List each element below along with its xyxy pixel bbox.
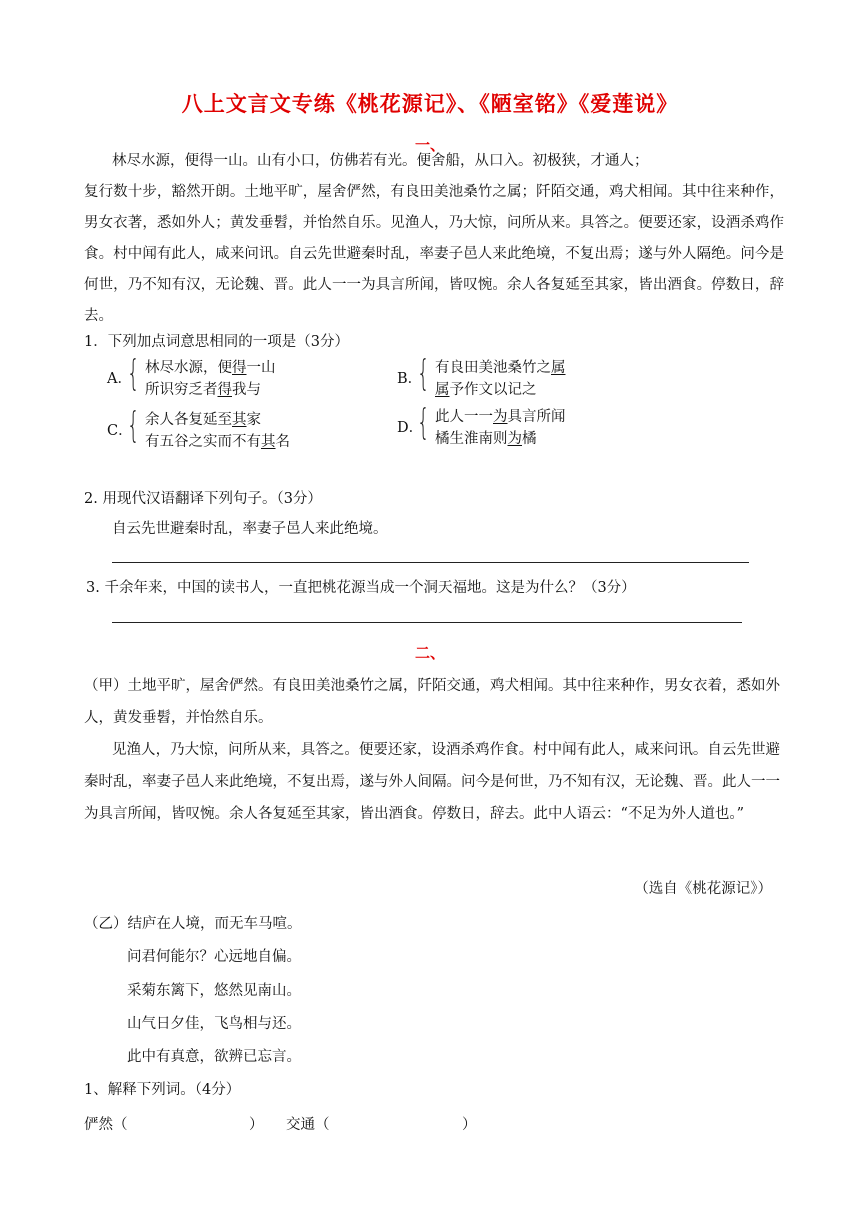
answer-line-2[interactable]	[112, 562, 749, 563]
passage-first-line: 林尽水源，便得一山。山有小口，仿佛若有光。便舍船，从口入。初极狭，才通人；	[112, 153, 649, 169]
question-2-1-stem: 1、解释下列词。（4分）	[84, 1082, 241, 1098]
section-heading-1: 一、	[414, 136, 445, 154]
option-line-2: 属予作文以记之	[435, 382, 537, 398]
word-2-close: ）	[462, 1117, 477, 1133]
word-1-close: ）	[249, 1117, 264, 1133]
answer-line-3[interactable]	[112, 622, 742, 623]
word-1-label: 俨然（	[84, 1117, 128, 1133]
question-1-stem: 1．下列加点词意思相同的一项是（3分）	[84, 334, 349, 350]
passage-body: 复行数十步，豁然开朗。土地平旷，屋舍俨然，有良田美池桑竹之属；阡陌交通，鸡犬相闻。其中往来种作，男女衣著，悉如外人；黄发垂髫，并怡然自乐。见渔人，乃大惊，问所从来。具答之。便要还家，设酒杀鸡作食。村中闻有此人，咸来问讯。自云先世避秦时乱，率妻子邑人来此绝境，不复出焉；遂与外人隔绝。问今是何世，乃不知有汉，无论魏、晋。此人一一为具言所闻，皆叹惋。余人各复延至其家，皆出酒食。停数日，辞去。	[84, 184, 784, 324]
option-line-1: 此人一一为具言所闻	[435, 409, 566, 425]
poem-line-4: 山气日夕佳，飞鸟相与还。	[127, 1016, 301, 1032]
option-letter: B．	[397, 371, 423, 387]
word-2-label: 交通（	[286, 1117, 330, 1133]
question-2-sentence: 自云先世避秦时乱，率妻子邑人来此绝境。	[112, 521, 388, 537]
source-note: （选自《桃花源记》）	[634, 881, 772, 897]
poem-line-3: 采菊东篱下，悠然见南山。	[127, 983, 301, 999]
option-letter: C．	[107, 423, 133, 439]
brace-icon: {	[127, 405, 140, 446]
option-line-1: 余人各复延至其家	[145, 412, 261, 428]
option-line-2: 橘生淮南则为橘	[435, 431, 537, 447]
question-3-stem: 3. 千余年来，中国的读书人，一直把桃花源当成一个洞天福地。这是为什么？（3分）	[86, 580, 636, 596]
option-line-2: 有五谷之实而不有其名	[145, 434, 290, 450]
option-line-1: 有良田美池桑竹之属	[435, 360, 566, 376]
brace-icon: {	[417, 353, 430, 394]
option-letter: D．	[397, 420, 424, 436]
option-letter: A．	[107, 371, 132, 387]
poem-line-5: 此中有真意，欲辨已忘言。	[127, 1049, 301, 1065]
poem-line-1: （乙）结庐在人境，而无车马喧。	[84, 916, 302, 932]
question-2-stem: 2. 用现代汉语翻译下列句子。（3分）	[84, 491, 322, 507]
brace-icon: {	[417, 402, 430, 443]
passage-jia-2: 见渔人，乃大惊，问所从来，具答之。便要还家，设酒杀鸡作食。村中闻有此人，咸来问讯。自云先世避秦时乱，率妻子邑人来此绝境，不复出焉，遂与外人间隔。问今是何世，乃不知有汉，无论魏、晋。此人一一为具言所闻，皆叹惋。余人各复延至其家，皆出酒食。停数日，辞去。此中人语云：“不足为外人道也。”	[84, 742, 780, 822]
page-title: 八上文言文专练《桃花源记》、《陋室铭》《爱莲说》	[181, 91, 679, 116]
passage-jia-1: （甲）土地平旷，屋舍俨然。有良田美池桑竹之属，阡陌交通，鸡犬相闻。其中往来种作，男女衣着，悉如外人，黄发垂髫，并怡然自乐。	[84, 678, 780, 726]
option-line-1: 林尽水源，便得一山	[145, 360, 276, 376]
brace-icon: {	[127, 353, 140, 394]
section-heading-2: 二、	[414, 644, 445, 662]
poem-line-2: 问君何能尔？心远地自偏。	[127, 949, 301, 965]
option-line-2: 所识穷乏者得我与	[145, 382, 261, 398]
